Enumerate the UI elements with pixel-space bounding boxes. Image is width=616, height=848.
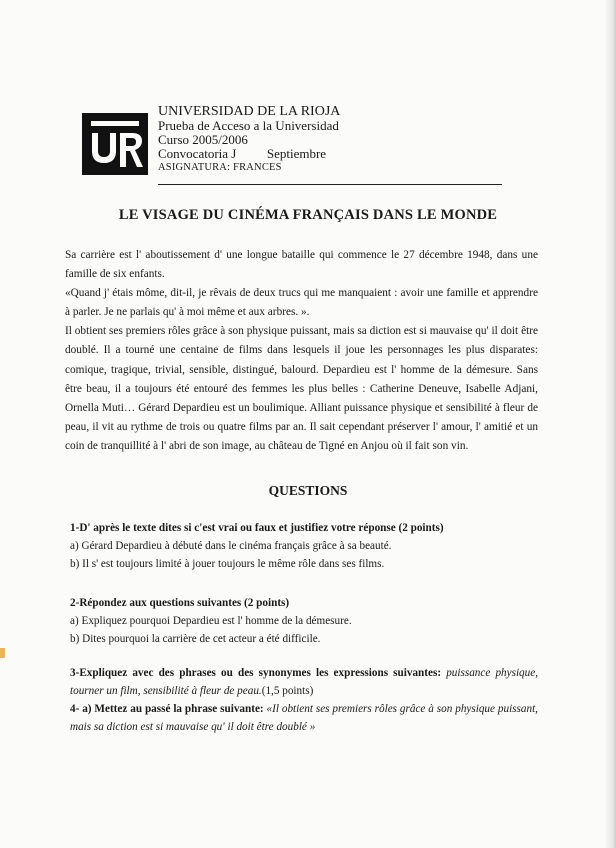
question-3-text bbox=[70, 664, 538, 700]
question-1-a: a) Gérard Depardieu à débuté dans le cinéma français grâce à sa beauté. bbox=[70, 540, 392, 552]
margin-mark bbox=[0, 648, 5, 658]
question-4-text bbox=[70, 700, 538, 736]
course-year: Curso 2005/2006 bbox=[158, 132, 248, 147]
question-1 bbox=[70, 519, 538, 573]
exam-header bbox=[158, 105, 340, 175]
text-title: LE VISAGE DU CINÉMA FRANÇAIS DANS LE MONDE bbox=[118, 207, 498, 223]
question-2 bbox=[70, 594, 538, 648]
call-label: Convocatoria J bbox=[158, 146, 237, 161]
exam-name: Prueba de Acceso a la Universidad bbox=[158, 118, 339, 133]
question-3 bbox=[70, 664, 538, 736]
question-4-sentence: «Il obtient ses premiers rôles grâce à son physique puissant, mais sa diction est si mauvaise qu' il doit être doublé » bbox=[70, 703, 538, 733]
university-name: UNIVERSIDAD DE LA RIOJA bbox=[158, 104, 341, 119]
text-paragraph: «Quand j' étais môme, dit-il, je rêvais de deux trucs qui me manquaient : avoir une famille et apprendre à parler. Je ne parlais qu' à moi même et aux arbres. ». bbox=[65, 287, 538, 319]
question-2-b: b) Dites pourquoi la carrière de cet acteur a été difficile. bbox=[70, 633, 321, 645]
question-3-expressions: puissance physique, tourner un film, sensibilité à fleur de peau. bbox=[70, 667, 539, 697]
questions-title: QUESTIONS bbox=[268, 483, 348, 498]
question-1-heading: 1-D' après le texte dites si c'est vrai ou faux et justifiez votre réponse (2 points) bbox=[70, 522, 444, 534]
text-paragraph: Il obtient ses premiers rôles grâce à son physique puissant, mais sa diction est si mauvaise qu' il doit être doublé. Il a tourné une centaine de films dans lesquels il joue les personnages les plus disparates: comique, tragique, trivial, sensible, distingué, balourd. Depardieu est l' homme de la démesure. Sans être beau, il a toujours été entouré des femmes les plus belles : Catherine Deneuve, Isabelle Adjani, Ornella Muti… Gérard Depardieu est un boulimique. Alliant puissance physique et sensibilité à fleur de peau, il vit au rythme de trois ou quatre films par an. Il sait cependant préserver l' amour, l' amitié et un coin de tranquillité à l' abri de son image, au château de Tigné en Anjou où il fait son vin. bbox=[65, 325, 538, 452]
text-paragraph: Sa carrière est l' aboutissement d' une longue bataille qui commence le 27 décembre 1948, dans une famille de six enfants. bbox=[65, 249, 538, 281]
question-4-heading: 4- a) Mettez au passé la phrase suivante: bbox=[70, 703, 267, 715]
subject: ASIGNATURA: FRANCES bbox=[158, 162, 282, 173]
question-1-b: b) Il s' est toujours limité à jouer toujours le même rôle dans ses films. bbox=[70, 558, 385, 570]
question-2-a: a) Expliquez pourquoi Depardieu est l' homme de la démesure. bbox=[70, 615, 352, 627]
question-3-points: (1,5 points) bbox=[261, 685, 314, 697]
question-2-heading: 2-Répondez aux questions suivantes (2 points) bbox=[70, 597, 290, 609]
scan-edge-shadow bbox=[604, 0, 616, 848]
header-rule bbox=[158, 184, 502, 185]
exam-call bbox=[158, 147, 340, 161]
reading-text bbox=[65, 246, 538, 456]
call-month: Septiembre bbox=[266, 146, 327, 161]
university-logo bbox=[82, 113, 148, 175]
question-3-heading: 3-Expliquez avec des phrases ou des synonymes les expressions suivantes: bbox=[70, 667, 447, 679]
